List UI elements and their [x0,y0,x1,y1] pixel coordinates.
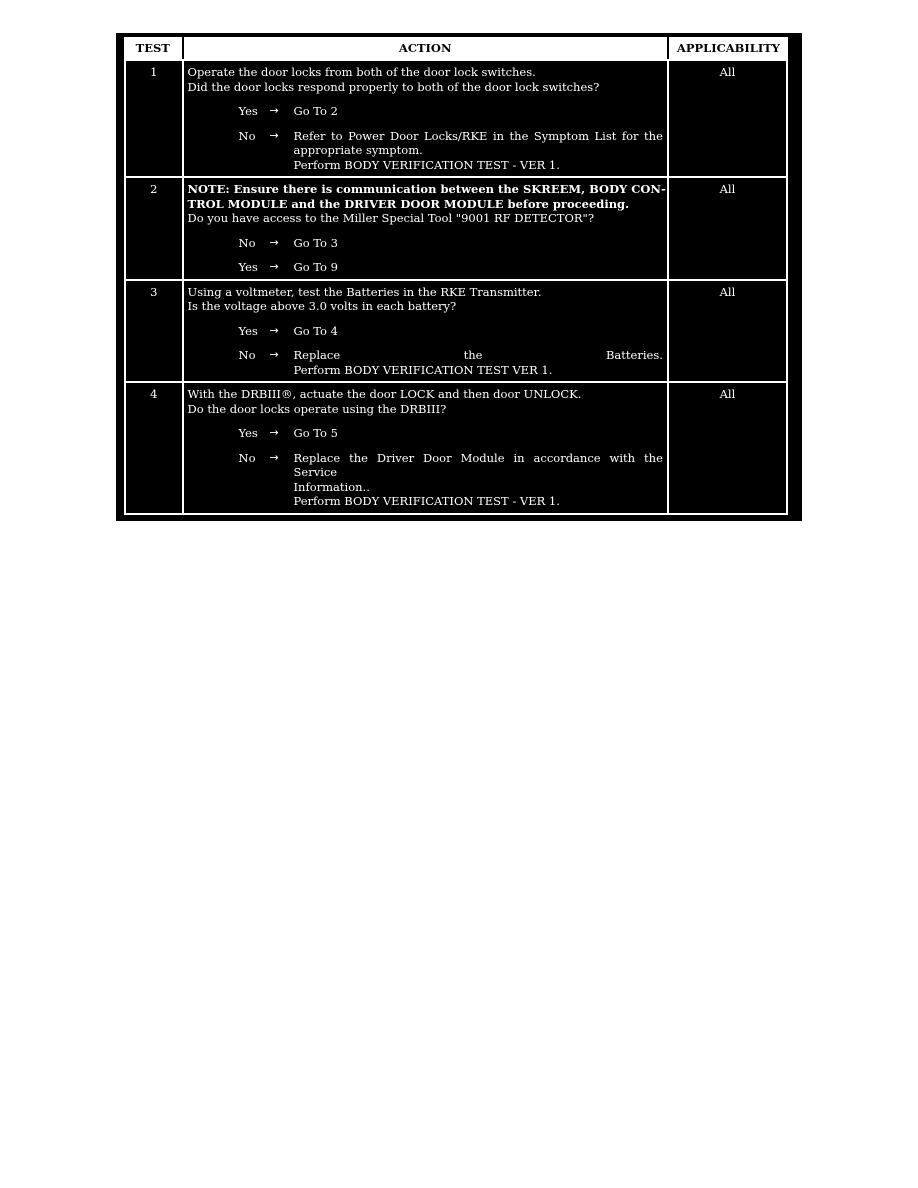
test-number: 3 [124,279,182,382]
table-row [124,279,788,382]
right-arrow-icon: → [269,260,279,273]
right-arrow-icon: → [269,450,279,464]
answer-label: No [238,128,256,143]
table-body [124,59,788,515]
answer-branch [188,236,663,251]
result-line: Go To 4 [293,323,338,338]
result-line: Go To 2 [293,104,338,118]
result-line: Go To 9 [293,260,338,274]
answer-branch [188,324,663,339]
answer-result [294,324,663,339]
action-cell [182,279,667,382]
result-line: Information.. [293,479,370,494]
result-line: Perform BODY VERIFICATION TEST - VER 1. [293,494,560,508]
answer-result [294,260,663,275]
table-row [124,176,788,279]
result-line: Replace the Driver Door Module in accordance with the Service [293,450,663,479]
result-line: Perform BODY VERIFICATION TEST - VER 1. [293,157,560,172]
answer-branch [188,129,663,173]
right-arrow-icon: → [269,323,279,337]
result-line: appropriate symptom. [293,143,423,157]
applicability-cell: All [667,176,788,279]
diagnostic-table-frame [116,33,802,521]
answer-result [294,348,663,377]
answer-label: Yes [238,260,258,274]
right-arrow-icon: → [269,235,279,249]
note-line: NOTE: Ensure there is communication between the SKREEM, BODY CON- [187,182,666,196]
answer-branch [188,426,663,441]
action-cell [182,59,667,176]
header-test: TEST [124,37,182,59]
answer-label: No [238,348,256,362]
action-cell [182,176,667,279]
answer-branch [188,348,663,377]
applicability-cell: All [667,279,788,382]
answer-result [294,426,663,441]
answer-result [294,129,663,173]
test-number: 4 [124,381,182,515]
answer-result [294,236,663,251]
answer-label: No [238,450,256,465]
answer-branch [188,260,663,275]
answer-result [294,451,663,509]
right-arrow-icon: → [269,104,279,117]
right-arrow-icon: → [269,426,279,439]
applicability-cell: All [667,59,788,176]
question-line: Do the door locks operate using the DRBIII? [187,401,447,416]
note-line: TROL MODULE and the DRIVER DOOR MODULE before proceeding. [187,196,630,211]
question-line: Operate the door locks from both of the door lock switches. [187,65,536,79]
answer-label: Yes [238,426,258,440]
result-line: Replace the Batteries. [293,348,663,362]
table-header-row [124,37,788,59]
right-arrow-icon: → [269,128,279,142]
result-line: Go To 3 [293,235,338,250]
question-line: With the DRBIII®, actuate the door LOCK and then door UNLOCK. [187,387,582,401]
answer-label: Yes [238,104,258,118]
header-action: ACTION [182,37,667,59]
table-row [124,381,788,515]
test-number: 2 [124,176,182,279]
test-number: 1 [124,59,182,176]
result-line: Go To 5 [293,426,338,440]
applicability-cell: All [667,381,788,515]
result-line: Perform BODY VERIFICATION TEST VER 1. [293,362,553,377]
question-line: Do you have access to the Miller Special Tool "9001 RF DETECTOR"? [187,211,594,225]
answer-result [294,104,663,119]
question-line: Using a voltmeter, test the Batteries in the RKE Transmitter. [187,284,542,299]
answer-branch [188,104,663,119]
header-applicability: APPLICABILITY [667,37,788,59]
answer-label: Yes [238,323,258,338]
answer-label: No [238,235,256,250]
action-cell [182,381,667,515]
table-row [124,59,788,176]
diagnostic-table [124,37,788,515]
right-arrow-icon: → [269,348,279,361]
result-line: Refer to Power Door Locks/RKE in the Symptom List for the [293,128,663,143]
answer-branch [188,451,663,509]
question-line: Is the voltage above 3.0 volts in each battery? [187,299,457,313]
question-line: Did the door locks respond properly to both of the door lock switches? [187,79,600,94]
